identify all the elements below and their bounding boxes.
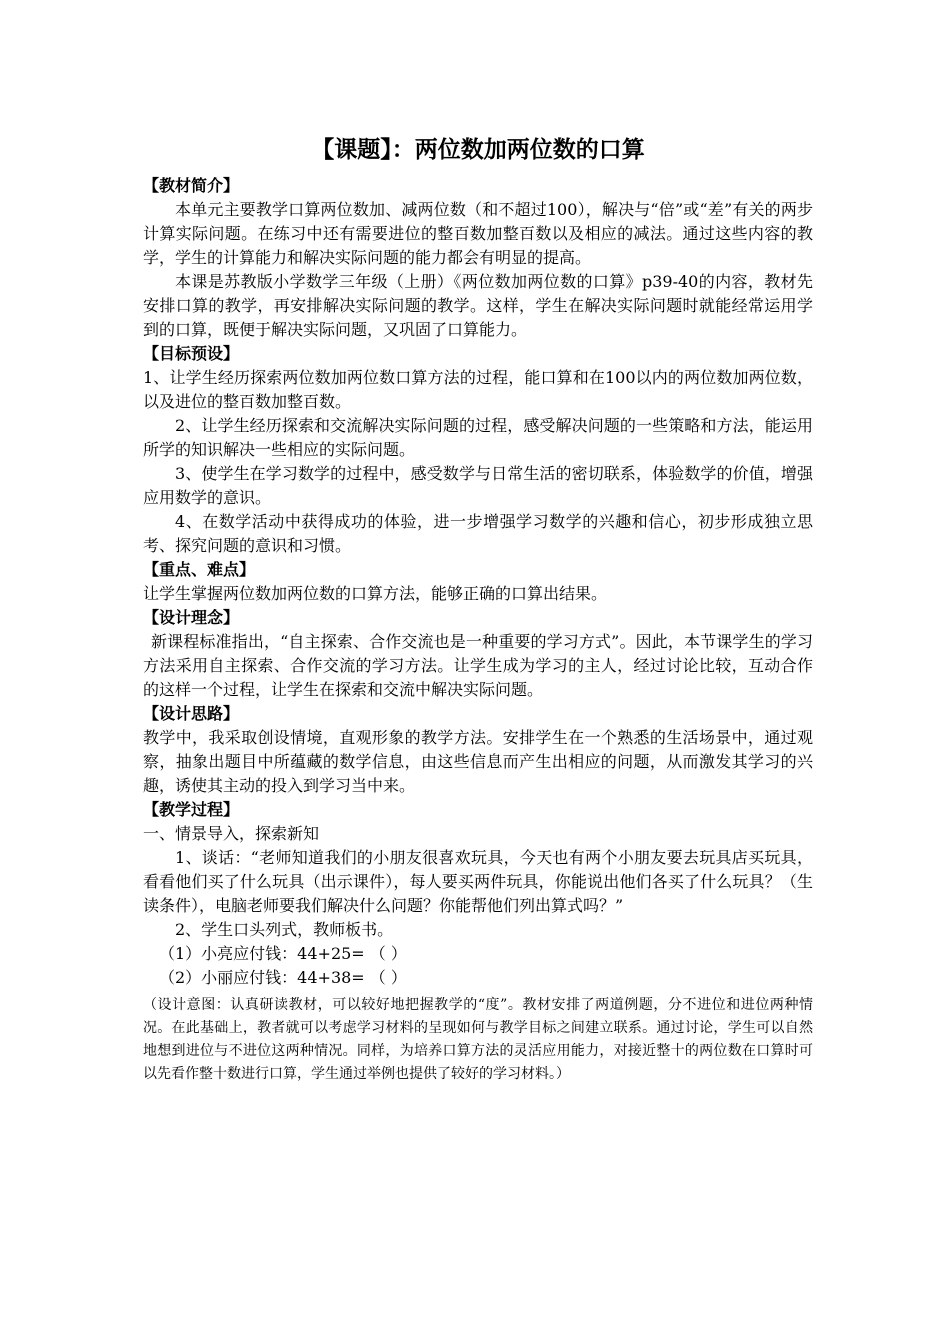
goal-item: 2、让学生经历探索和交流解决实际问题的过程，感受解决问题的一些策略和方法，能运用所学的知识解决一些相应的实际问题。 xyxy=(143,416,813,459)
section-heading-intro: 【教材简介】 xyxy=(143,176,240,195)
paragraph: 本课是苏教版小学数学三年级（上册）《两位数加两位数的口算》p39-40的内容，教材先安排口算的教学，再安排解决实际问题的教学。这样，学生在解决实际问题时就能经常运用学到的口算，既便于解决实际问题，又巩固了口算能力。 xyxy=(143,272,813,339)
goal-item: 3、使学生在学习数学的过程中，感受数学与日常生活的密切联系，体验数学的价值，增强应用数学的意识。 xyxy=(143,464,813,507)
paragraph: 让学生掌握两位数加两位数的口算方法，能够正确的口算出结果。 xyxy=(143,584,608,603)
paragraph: 本单元主要教学口算两位数加、减两位数（和不超过100），解决与“倍”或“差”有关的两步计算实际问题。在练习中还有需要进位的整百数加整百数以及相应的减法。通过这些内容的教学，学生的计算能力和解决实际问题的能力都会有明显的提高。 xyxy=(143,200,813,267)
equation-line: （1）小亮应付钱：44+25= （ ） xyxy=(159,944,407,963)
document-page xyxy=(143,130,813,1086)
section-heading-goals: 【目标预设】 xyxy=(143,344,240,363)
goal-item: 4、在数学活动中获得成功的体验，进一步增强学习数学的兴趣和信心，初步形成独立思考、探究问题的意识和习惯。 xyxy=(143,512,813,555)
section-heading-key: 【重点、难点】 xyxy=(143,560,256,579)
goal-item: 1、让学生经历探索两位数加两位数口算方法的过程，能口算和在100以内的两位数加两位数，以及进位的整百数加整百数。 xyxy=(143,368,813,411)
section-heading-idea: 【设计思路】 xyxy=(143,704,240,723)
page-title: 【课题】：两位数加两位数的口算 xyxy=(311,137,645,163)
paragraph: 2、学生口头列式，教师板书。 xyxy=(175,920,394,939)
design-note: （设计意图：认真研读教材，可以较好地把握教学的“度”。教材安排了两道例题，分不进位和进位两种情况。在此基础上，教者就可以考虑学习材料的呈现如何与教学目标之间建立联系。通过讨论，学生可以自然地想到进位与不进位这两种情况。同样，为培养口算方法的灵活应用能力，对接近整十的两位数在口算时可以先看作整十数进行口算，学生通过举例也提供了较好的学习材料。） xyxy=(143,997,813,1082)
section-heading-concept: 【设计理念】 xyxy=(143,608,240,627)
paragraph: 新课程标准指出，“自主探索、合作交流也是一种重要的学习方式”。因此，本节课学生的学习方法采用自主探索、合作交流的学习方法。让学生成为学习的主人，经过讨论比较，互动合作的这样一个过程，让学生在探索和交流中解决实际问题。 xyxy=(143,632,813,699)
section-heading-process: 【教学过程】 xyxy=(143,800,240,819)
equation-line: （2）小丽应付钱：44+38= （ ） xyxy=(159,968,407,987)
paragraph: 教学中，我采取创设情境，直观形象的教学方法。安排学生在一个熟悉的生活场景中，通过观察，抽象出题目中所蕴藏的数学信息，由这些信息而产生出相应的问题，从而激发其学习的兴趣，诱使其主动的投入到学习当中来。 xyxy=(143,728,813,795)
paragraph: 1、谈话：“老师知道我们的小朋友很喜欢玩具，今天也有两个小朋友要去玩具店买玩具，看看他们买了什么玩具（出示课件），每人要买两件玩具，你能说出他们各买了什么玩具？（生读条件），电脑老师要我们解决什么问题？你能帮他们列出算式吗？” xyxy=(143,848,813,915)
step-heading: 一、情景导入，探索新知 xyxy=(143,824,320,843)
